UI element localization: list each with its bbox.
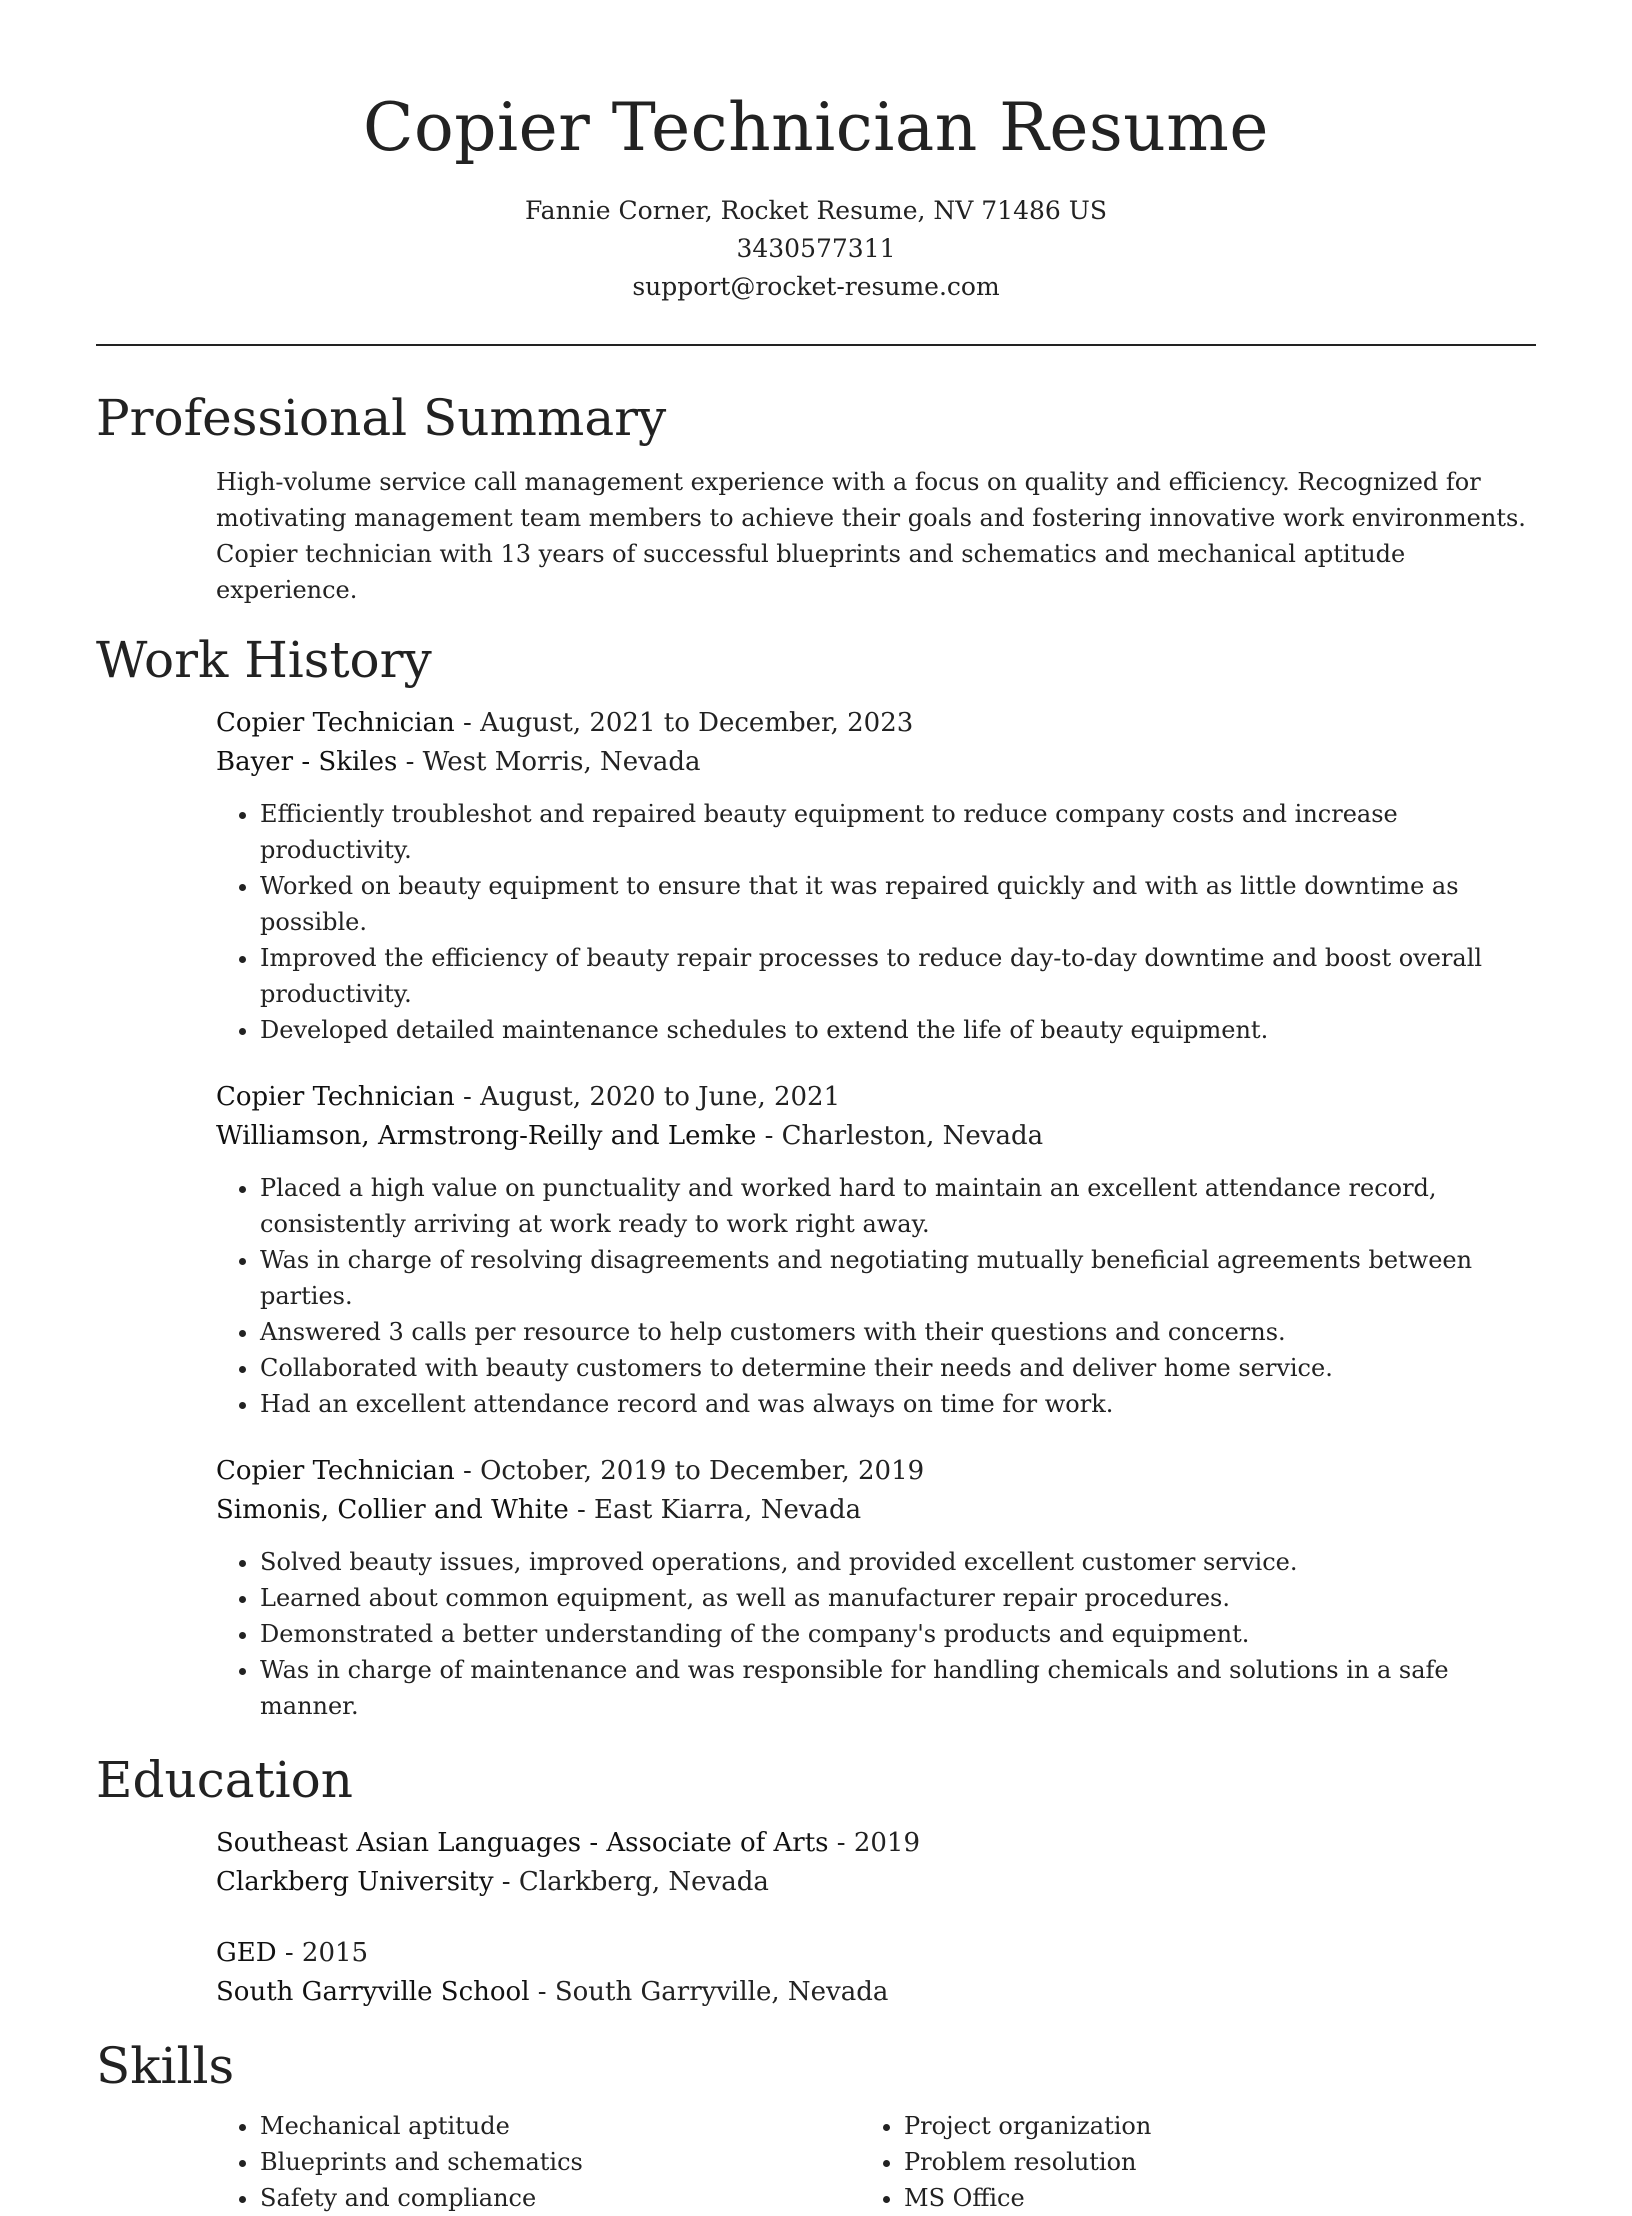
skill-item: • MS Office [904,2180,1504,2216]
job-entry [96,704,1536,1048]
work-history-heading: Work History [96,631,432,689]
work-history-section [96,628,1536,1724]
job-company-line [216,1117,1536,1156]
summary-heading: Professional Summary [96,389,667,447]
job-company-line [216,1491,1536,1530]
skill-item: • Blueprints and schematics [260,2144,860,2180]
job-bullet: • Solved beauty issues, improved operations, and provided excellent customer service. [260,1544,1536,1580]
job-title-line [216,1452,1536,1491]
job-company: Bayer - Skiles [216,747,398,777]
job-company: Williamson, Armstrong-Reilly and Lemke [216,1121,757,1151]
skill-item: • Problem resolution [904,2144,1504,2180]
education-degree-line [216,1934,1536,1973]
education-school: Clarkberg University [216,1867,494,1897]
job-title: Copier Technician [216,708,455,738]
job-bullets [216,796,1536,1048]
job-bullets [216,1544,1536,1724]
job-bullet: • Answered 3 calls per resource to help customers with their questions and concerns. [260,1314,1536,1350]
skills-heading: Skills [96,2037,235,2095]
job-title-line [216,1078,1536,1117]
job-bullet: • Worked on beauty equipment to ensure that it was repaired quickly and with as little downtime as possible. [260,868,1536,940]
skills-column-left [216,2108,860,2216]
education-degree-line [216,1824,1536,1863]
skill-item: • Mechanical aptitude [260,2108,860,2144]
job-bullet: • Was in charge of maintenance and was responsible for handling chemicals and solutions in a safe manner. [260,1652,1536,1724]
contact-phone: 3430577311 [736,234,896,263]
job-title: Copier Technician [216,1082,455,1112]
contact-info [96,192,1536,306]
education-school: South Garryville School [216,1977,530,2007]
job-bullet: • Placed a high value on punctuality and worked hard to maintain an excellent attendance record, consistently arriving at work ready to work right away. [260,1170,1536,1242]
education-year: - 2015 [276,1938,369,1968]
header-divider [96,344,1536,346]
contact-address: Fannie Corner, Rocket Resume, NV 71486 US [525,196,1107,225]
job-location: - Charleston, Nevada [756,1121,1044,1151]
job-bullet: • Demonstrated a better understanding of the company's products and equipment. [260,1616,1536,1652]
job-location: - East Kiarra, Nevada [568,1495,862,1525]
education-section [96,1748,1536,2012]
education-school-line [216,1973,1536,2012]
skill-item: • Project organization [904,2108,1504,2144]
job-bullet: • Improved the efficiency of beauty repair processes to reduce day-to-day downtime and boost overall productivity. [260,940,1536,1012]
summary-section [96,386,1536,608]
skills-list [96,2108,1536,2216]
education-school-line [216,1863,1536,1902]
skills-section [96,2034,1536,2216]
job-dates: - August, 2021 to December, 2023 [454,708,914,738]
skill-item: • Safety and compliance [260,2180,860,2216]
education-degree: GED [216,1938,277,1968]
job-company: Simonis, Collier and White [216,1495,569,1525]
job-entry [96,1452,1536,1724]
page-title: Copier Technician Resume [363,89,1269,166]
contact-email: support@rocket-resume.com [632,272,1000,301]
job-entry [96,1078,1536,1422]
skills-column-right [860,2108,1504,2216]
education-location: - South Garryville, Nevada [529,1977,889,2007]
job-company-line [216,743,1536,782]
education-entry [96,1824,1536,1902]
job-bullet: • Was in charge of resolving disagreements and negotiating mutually beneficial agreements between parties. [260,1242,1536,1314]
summary-text: High-volume service call management experience with a focus on quality and efficiency. Recognized for motivating management team members to achieve their goals and fostering innovative work environments. Copier technician with 13 years of successful blueprints and schematics and mechanical aptitude experience. [216,468,1526,604]
education-heading: Education [96,1751,353,1809]
job-bullet: • Learned about common equipment, as well as manufacturer repair procedures. [260,1580,1536,1616]
job-title-line [216,704,1536,743]
job-bullet: • Collaborated with beauty customers to determine their needs and deliver home service. [260,1350,1536,1386]
job-dates: - October, 2019 to December, 2019 [454,1456,925,1486]
job-title: Copier Technician [216,1456,455,1486]
job-bullets [216,1170,1536,1422]
education-entry [96,1934,1536,2012]
job-bullet: • Efficiently troubleshot and repaired beauty equipment to reduce company costs and increase productivity. [260,796,1536,868]
job-dates: - August, 2020 to June, 2021 [454,1082,841,1112]
resume-header [96,0,1536,306]
education-degree: Southeast Asian Languages - Associate of Arts [216,1828,829,1858]
education-year: - 2019 [828,1828,920,1858]
job-bullet: • Had an excellent attendance record and was always on time for work. [260,1386,1536,1422]
job-bullet: • Developed detailed maintenance schedules to extend the life of beauty equipment. [260,1012,1536,1048]
education-location: - Clarkberg, Nevada [493,1867,769,1897]
job-location: - West Morris, Nevada [397,747,701,777]
